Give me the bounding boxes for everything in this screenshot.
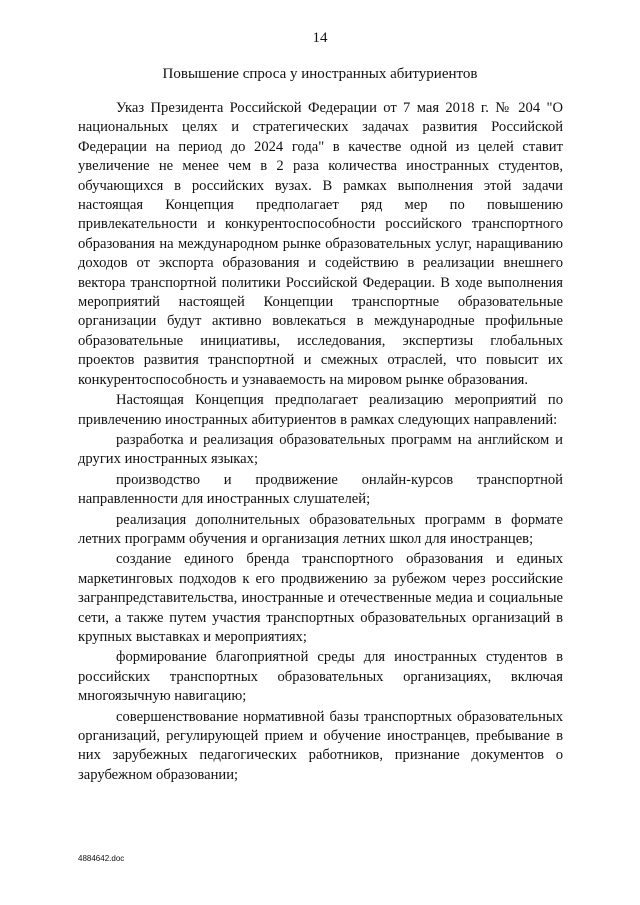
document-filename: 4884642.doc <box>78 854 125 863</box>
document-body <box>78 99 563 785</box>
list-item-favorable-environment: формирование благоприятной среды для иностранных студентов в российских транспортных образовательных организациях, включая многоязычную навигацию; <box>78 649 563 705</box>
paragraph-concept-directions: Настоящая Концепция предполагает реализацию мероприятий по привлечению иностранных абитуриентов в рамках следующих направлений: <box>78 392 563 428</box>
list-item-summer-schools: реализация дополнительных образовательных программ в формате летних программ обучения и организация летних школ для иностранцев; <box>78 511 563 547</box>
list-item-unified-brand: создание единого бренда транспортного образования и единых маркетинговых подходов к его продвижению за рубежом через российские загранпредставительства, иностранные и отечественные медиа и социальные сети, а также путем участия транспортных образовательных организаций в крупных выставках и мероприятиях; <box>78 551 563 645</box>
list-item-foreign-language-programs: разработка и реализация образовательных программ на английском и других иностранных языках; <box>78 431 563 468</box>
page-number: 14 <box>312 30 328 46</box>
list-item-regulatory-base: совершенствование нормативной базы транспортных образовательных организаций, регулирующей прием и обучение иностранцев, пребывание в них зарубежных педагогических работников, признание документов о зарубежном образовании; <box>78 708 563 783</box>
section-heading: Повышение спроса у иностранных абитуриентов <box>162 66 478 82</box>
paragraph-decree: Указ Президента Российской Федерации от 7 мая 2018 г. № 204 "О национальных целях и стратегических задачах развития Российской Федерации на период до 2024 года" в качестве одной из целей ставит увеличение не менее чем в 2 раза количества иностранных студентов, обучающихся в российских вузах. В рамках выполнения этой задачи настоящая Концепция предполагает ряд мер по повышению привлекательности и конкурентоспособности российского транспортного образования на международном рынке образовательных услуг, наращиванию доходов от экспорта образования и содействию в реализации внешнего вектора транспортной политики Российской Федерации. В ходе выполнения мероприятий настоящей Концепции транспортные образовательные организации будут активно вовлекаться в международные профильные образовательные инициативы, исследования, экспертизы глобальных проектов развития транспортной и смежных отраслей, что повысит их конкурентоспособность и узнаваемость на мировом рынке образования. <box>78 100 563 388</box>
list-item-online-courses: производство и продвижение онлайн-курсов транспортной направленности для иностранных слушателей; <box>78 471 563 508</box>
